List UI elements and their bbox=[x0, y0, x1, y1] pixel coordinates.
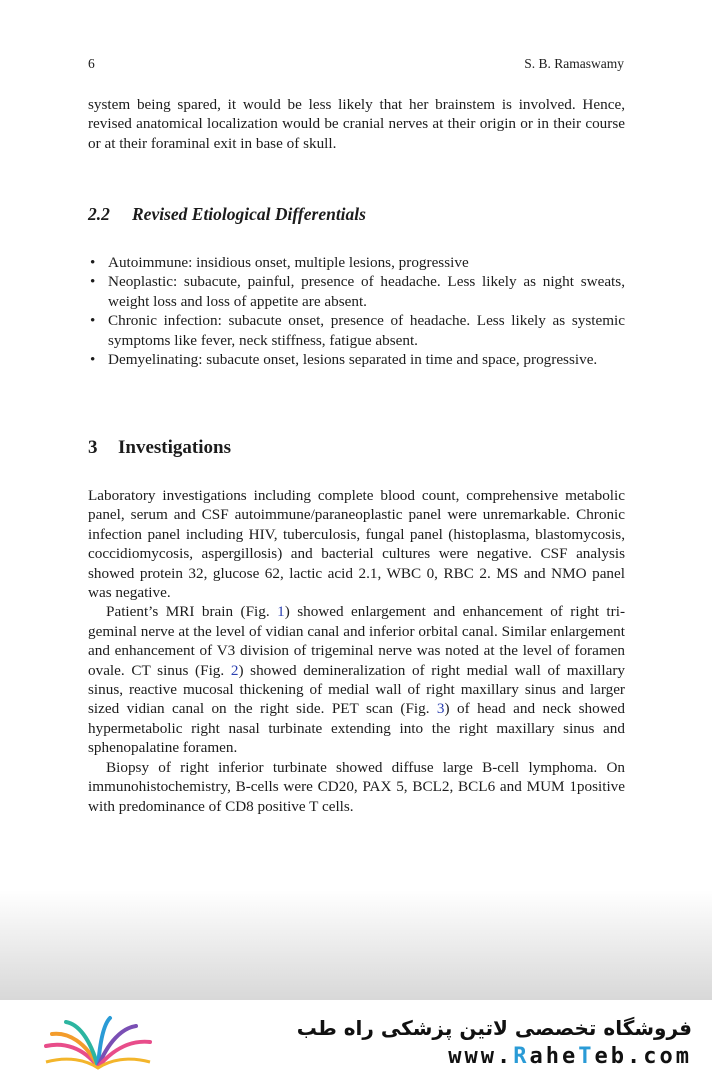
intro-paragraph-block bbox=[88, 95, 625, 153]
list-item bbox=[88, 311, 625, 350]
investigations-body bbox=[88, 486, 625, 816]
paragraph-text: ) showed enlargement and enhancement of right trigeminal nerve at the level of vidian canal and inferior orbital canal. Similar enlargement and enhancement of V3 division of trigeminal nerve was noted at the level of foramen ovale. CT sinus (Fig. bbox=[88, 603, 625, 679]
figure-1-link[interactable]: 1 bbox=[277, 603, 285, 621]
running-head-author: S. B. Ramaswamy bbox=[524, 56, 624, 71]
url-part: T bbox=[578, 1044, 595, 1069]
section-2-2-title: Revised Etiological Differentials bbox=[132, 204, 366, 224]
page-bottom-shadow bbox=[0, 890, 712, 1000]
list-item bbox=[88, 350, 625, 369]
section-3-title: Investigations bbox=[118, 437, 231, 458]
paragraph-text: Patient’s MRI brain (Fig. bbox=[106, 603, 278, 621]
section-2-2-number: 2.2 bbox=[88, 204, 110, 224]
list-item-text: Chronic infection: subacute onset, presence of headache. Less likely as systemic symptoms like fever, neck stiffness, fatigue absent. bbox=[108, 312, 625, 349]
paragraph-text: ) showed demineralization of right medial wall of maxillary sinus, reactive mucosal thickening of medial wall of right maxillary sinus and larger sized vidian canal on the right side. PET scan (Fig. bbox=[88, 661, 625, 718]
section-3-heading bbox=[88, 437, 231, 459]
url-part: R bbox=[513, 1044, 530, 1069]
url-part: eb bbox=[594, 1044, 628, 1069]
intro-paragraph: system being spared, it would be less likely that her brainstem is involved. Hence, revised anatomical localization would be cranial nerves at their origin or in their course or at their foraminal exit in base of skull. bbox=[88, 96, 625, 152]
investigations-paragraph-1: Laboratory investigations including complete blood count, comprehensive metabolic panel, serum and CSF autoimmune/paraneoplastic panel were unremarkable. Chronic infection panel including HIV, tuberculosis, fungal panel (histoplasma, blastomycosis, coccidiomycosis, aspergillosis) and bacterial cultures were negative. CSF analysis showed protein 32, glucose 62, lactic acid 2.1, WBC 0, RBC 2. MS and NMO panel was negative. bbox=[88, 487, 625, 602]
list-item-text: Demyelinating: subacute onset, lesions separated in time and space, progressive. bbox=[108, 351, 598, 369]
differentials-list bbox=[88, 253, 625, 369]
figure-2-link[interactable]: 2 bbox=[230, 661, 239, 679]
store-url[interactable] bbox=[448, 1044, 692, 1069]
url-part: www. bbox=[448, 1044, 514, 1069]
list-item bbox=[88, 253, 625, 272]
bullet-icon: • bbox=[90, 254, 96, 271]
running-head bbox=[88, 56, 624, 74]
bullet-icon: • bbox=[90, 273, 96, 291]
open-book-rainbow-logo-icon bbox=[38, 1012, 158, 1072]
store-name: فروشگاه تخصصی لاتین پزشکی راه طب bbox=[296, 1016, 692, 1040]
list-item-text: Neoplastic: subacute, painful, presence of headache. Less likely as night sweats, weight loss and loss of appetite are absent. bbox=[108, 273, 625, 310]
investigations-paragraph-2 bbox=[88, 602, 625, 757]
list-item bbox=[88, 272, 625, 311]
url-part: .com bbox=[627, 1044, 692, 1069]
investigations-paragraph-3: Biopsy of right inferior turbinate showed diffuse large B-cell lymphoma. On immunohistochemistry, B-cells were CD20, PAX 5, BCL2, BCL6 and MUM 1positive with predominance of CD8 positive T cells. bbox=[88, 758, 625, 815]
section-2-2-heading bbox=[88, 204, 366, 225]
list-item-text: Autoimmune: insidious onset, multiple lesions, progressive bbox=[108, 254, 469, 271]
paragraph-text: ) of head and neck showed hypermetabolic right nasal turbinate extending into the right maxillary sinus and sphenopalatine foramen. bbox=[88, 700, 625, 757]
bullet-icon: • bbox=[90, 351, 96, 369]
bullet-icon: • bbox=[90, 312, 96, 330]
page-number: 6 bbox=[88, 56, 95, 71]
watermark-footer bbox=[0, 1000, 712, 1079]
url-part: ahe bbox=[529, 1044, 579, 1069]
section-3-number: 3 bbox=[88, 437, 98, 458]
figure-3-link[interactable]: 3 bbox=[436, 700, 445, 718]
